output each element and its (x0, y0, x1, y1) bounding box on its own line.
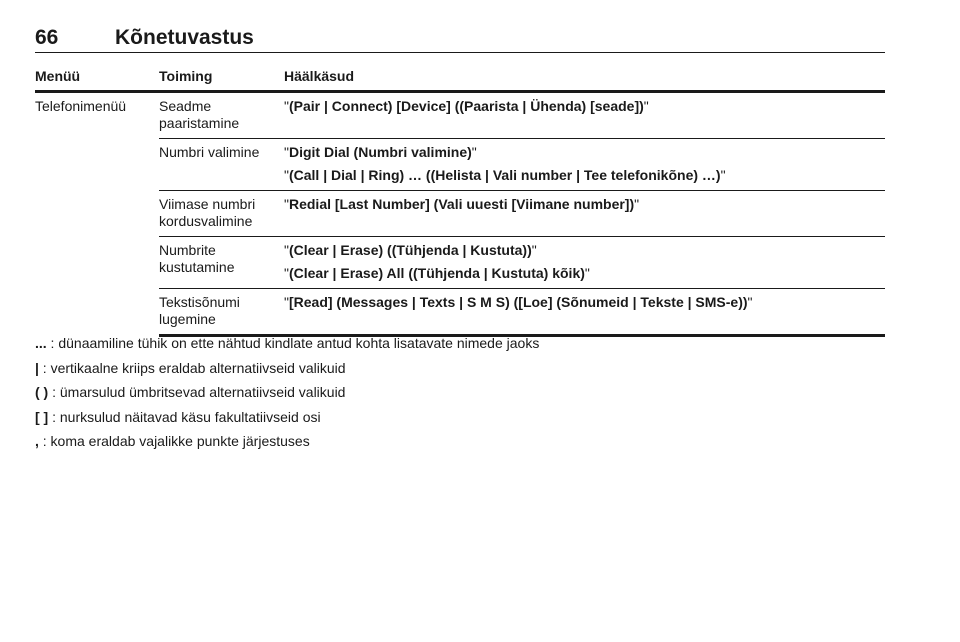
voice-command: "(Call | Dial | Ring) … ((Helista | Vali number | Tee telefonikõne) …)" (284, 167, 726, 183)
legend-item (35, 380, 539, 405)
legend-text: : dünaamiline tühik on ette nähtud kindlate antud kohta lisatavate nimede jaoks (46, 335, 540, 351)
action-cell: Numbrite kustutamine (159, 237, 284, 289)
page-number: 66 (35, 26, 59, 49)
legend-item (35, 429, 539, 454)
action-cell: Numbri valimine (159, 139, 284, 191)
action-cell: Viimase numbri kordusvalimine (159, 191, 284, 237)
commands-cell (284, 289, 885, 336)
voice-command: "(Pair | Connect) [Device] ((Paarista | Ühenda) [seade])" (284, 98, 649, 114)
commands-cell (284, 92, 885, 139)
page-title: Kõnetuvastus (115, 26, 254, 49)
legend-symbol: ... (35, 335, 47, 351)
column-header-action: Toiming (159, 68, 213, 84)
table-row (35, 237, 885, 289)
voice-command: "(Clear | Erase) ((Tühjenda | Kustuta))" (284, 242, 537, 258)
commands-cell (284, 237, 885, 289)
table-row (35, 289, 885, 336)
table-row (35, 139, 885, 191)
legend-item (35, 331, 539, 356)
commands-cell (284, 191, 885, 237)
menu-cell: Telefonimenüü (35, 98, 127, 114)
table-header-row (35, 66, 885, 92)
legend-text: : koma eraldab vajalikke punkte järjestuses (38, 433, 310, 449)
table-row (35, 92, 885, 139)
voice-command: "[Read] (Messages | Texts | S M S) ([Loe] (Sõnumeid | Tekste | SMS-e))" (284, 294, 753, 310)
voice-command: "Redial [Last Number] (Vali uuesti [Viimane number])" (284, 196, 640, 212)
action-cell: Seadme paaristamine (159, 92, 284, 139)
column-header-menu: Menüü (35, 68, 81, 84)
commands-cell (284, 139, 885, 191)
table-row (35, 191, 885, 237)
voice-command: "(Clear | Erase) All ((Tühjenda | Kustuta) kõik)" (284, 265, 590, 281)
legend-symbol: ( ) (35, 384, 49, 400)
legend-text: : nurksulud näitavad käsu fakultatiivseid osi (48, 408, 321, 425)
page-header (35, 26, 885, 53)
legend-item (35, 405, 539, 430)
legend-item (35, 356, 539, 381)
legend-symbol: | (35, 359, 39, 376)
voice-command: "Digit Dial (Numbri valimine)" (284, 144, 477, 160)
legend-symbol: , (35, 433, 39, 449)
legend-symbol: [ ] (35, 408, 49, 425)
voice-command-table (35, 66, 885, 337)
action-cell: Tekstisõnumi lugemine (159, 289, 284, 336)
symbol-legend (35, 331, 539, 454)
column-header-commands: Häälkäsud (284, 68, 355, 84)
legend-text: : ümarsulud ümbritsevad alternatiivseid valikuid (48, 384, 346, 400)
legend-text: : vertikaalne kriips eraldab alternatiivseid valikuid (38, 359, 346, 376)
